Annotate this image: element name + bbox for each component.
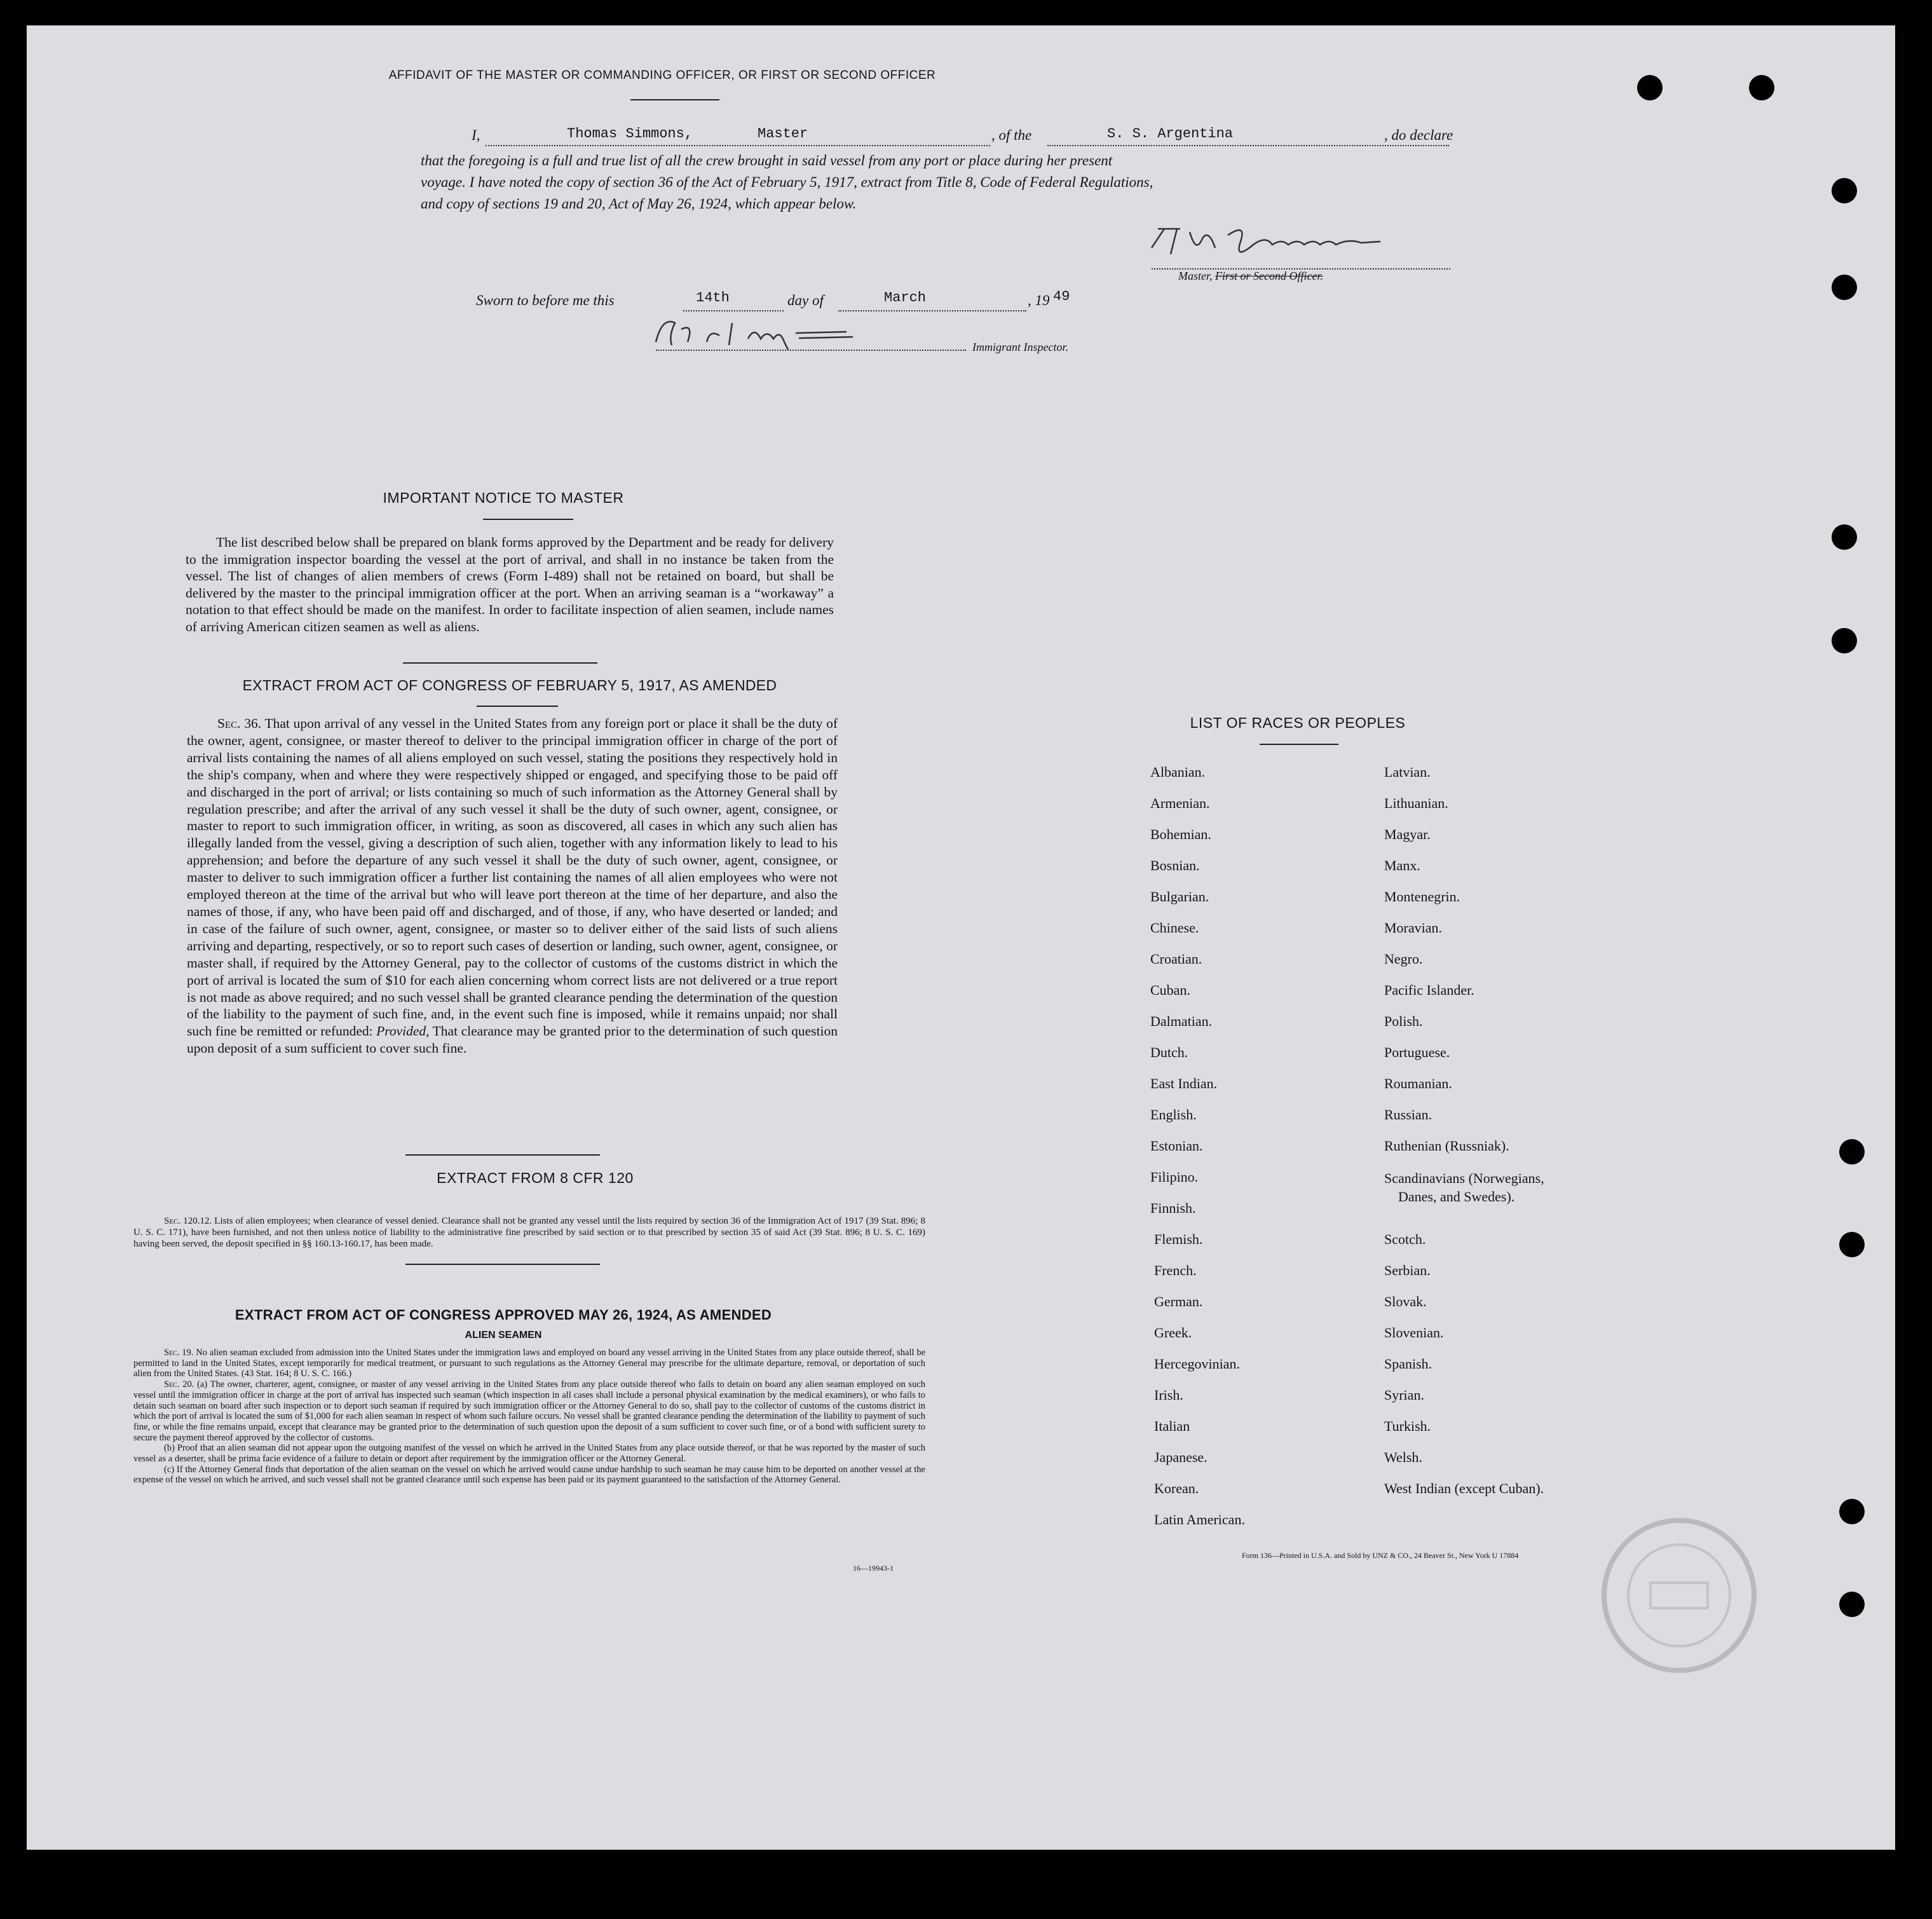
- punch-hole-icon: [1839, 1139, 1865, 1164]
- sec-36-text-after: That clearance may be granted prior to the determination of such question upon deposit of a sum sufficient to cover such fine.: [187, 1023, 838, 1056]
- sworn-month: March: [884, 290, 927, 306]
- divider: [630, 99, 719, 100]
- year-prefix: , 19: [1028, 292, 1050, 308]
- punch-hole-icon: [1832, 524, 1857, 550]
- divider: [483, 519, 573, 520]
- sworn-day: 14th: [696, 290, 730, 306]
- sec-36-label: Sec. 36.: [217, 716, 262, 731]
- race-item: English.: [1150, 1107, 1197, 1123]
- extract-1924-heading: EXTRACT FROM ACT OF CONGRESS APPROVED MAY 26, 1924, AS AMENDED: [235, 1307, 772, 1323]
- notice-text: [186, 534, 834, 635]
- race-item: Manx.: [1384, 857, 1420, 873]
- race-item: Serbian.: [1384, 1262, 1431, 1278]
- race-item: German.: [1154, 1294, 1203, 1309]
- divider: [1260, 744, 1338, 745]
- race-item: Turkish.: [1384, 1418, 1431, 1434]
- inspector-signature-text: [662, 324, 665, 325]
- sworn-label: Sworn to before me this: [476, 292, 615, 308]
- race-item: Korean.: [1154, 1480, 1199, 1496]
- race-item: Armenian.: [1150, 795, 1210, 811]
- form-footer: Form 136—Printed in U.S.A. and Sold by UNZ & CO., 24 Beaver St., New York U 17884: [1242, 1551, 1519, 1560]
- race-item: Negro.: [1384, 951, 1423, 967]
- vessel-name: S. S. Argentina: [1107, 126, 1234, 142]
- race-item: Russian.: [1384, 1107, 1432, 1123]
- race-item: Magyar.: [1384, 826, 1431, 842]
- race-item: Roumanian.: [1384, 1076, 1452, 1091]
- race-item: Hercegovinian.: [1154, 1356, 1240, 1372]
- form-code: 16—19943-1: [853, 1564, 894, 1573]
- race-item: Spanish.: [1384, 1356, 1432, 1372]
- master-name: Thomas Simmons,: [567, 126, 693, 142]
- race-item: French.: [1154, 1262, 1197, 1278]
- race-item: Japanese.: [1154, 1449, 1208, 1465]
- sec-19-label: Sec. 19.: [164, 1348, 194, 1358]
- extract-cfr-heading: EXTRACT FROM 8 CFR 120: [437, 1170, 634, 1186]
- race-item: Moravian.: [1384, 920, 1443, 936]
- race-item: West Indian (except Cuban).: [1384, 1480, 1544, 1496]
- race-item: Syrian.: [1384, 1387, 1424, 1403]
- sec-20b-text: (b) Proof that an alien seaman did not appear upon the outgoing manifest of the vessel on which he arrived in the United States from any place outside thereof, or that he was reported by the master of such vessel as a deserter, shall be prima facie evidence of a failure to detain or deport after requirement by the immigration officer or the Attorney General.: [133, 1443, 925, 1465]
- affidavit-declaration-line: [472, 127, 1488, 153]
- race-item: Polish.: [1384, 1013, 1423, 1029]
- inspector-label: Immigrant Inspector.: [972, 341, 1068, 353]
- punch-hole-icon: [1832, 628, 1857, 653]
- divider: [477, 706, 558, 707]
- races-heading: LIST OF RACES OR PEOPLES: [1190, 714, 1406, 731]
- race-item: Ruthenian (Russniak).: [1384, 1138, 1509, 1154]
- race-item: Portuguese.: [1384, 1044, 1450, 1060]
- affidavit-body-line: and copy of sections 19 and 20, Act of May 26, 1924, which appear below.: [421, 196, 857, 212]
- signer-caption-struck: First or Second Officer.: [1215, 270, 1323, 282]
- sec-20a-text: (a) The owner, charterer, agent, consignee, or master of any vessel arriving in the United States from any place outside thereof who fails to detain on board any alien seaman employed on such vessel until the immigration officer in charge at the port of arrival has inspected such seaman (which inspection in all cases shall include a personal physical examination by the medical examiners), or who fails to detain such seaman on board after such inspection or to deport such seaman if required by such immigration officer or the Attorney General to do so, shall pay to the collector of customs of the customs district in which the port of arrival is located the sum of $1,000 for each alien seaman in respect of whom such failure occurs. No vessel shall be granted clearance pending the determination of the liability to payment of such fine, or while the fine remains unpaid, except that clearance may be granted prior to the determination of such question upon the deposit of a sum sufficient to cover such fine, or of a bond with sufficient surety to secure the payment thereof approved by the collector of customs.: [133, 1379, 926, 1443]
- race-item: Latvian.: [1384, 764, 1431, 780]
- affidavit-body: [421, 150, 1488, 215]
- race-item: Pacific Islander.: [1384, 982, 1474, 998]
- race-item: Estonian.: [1150, 1138, 1203, 1154]
- race-item: Dutch.: [1150, 1044, 1188, 1060]
- day-of-label: day of: [787, 292, 824, 308]
- divider: [405, 1264, 600, 1265]
- race-item: Chinese.: [1150, 920, 1199, 936]
- scandinavians-line2: Danes, and Swedes).: [1398, 1189, 1515, 1205]
- notice-text-body: The list described below shall be prepared on blank forms approved by the Department and be ready for delivery to the immigration inspector boarding the vessel at the port of arrival, and shall in no instance be taken from the vessel. The list of changes of alien members of crews (Form I-489) shall not be retained on board, but shall be delivered by the master to the principal immigration officer at the port. When an arriving seaman is a “workaway” a notation to that effect should be made on the manifest. In order to facilitate inspection of alien seamen, include names of arriving American citizen seamen as well as aliens.: [186, 535, 834, 634]
- race-item: Welsh.: [1384, 1449, 1422, 1465]
- race-item: Lithuanian.: [1384, 795, 1448, 811]
- master-rank: Master: [758, 126, 808, 142]
- extract-1917-heading: EXTRACT FROM ACT OF CONGRESS OF FEBRUARY 5, 1917, AS AMENDED: [242, 677, 777, 693]
- punch-hole-icon: [1637, 75, 1663, 100]
- race-item: Bosnian.: [1150, 857, 1200, 873]
- punch-hole-icon: [1832, 275, 1857, 300]
- dotted-line: [1047, 145, 1449, 146]
- race-item: Bohemian.: [1150, 826, 1211, 842]
- extract-1924-text: [133, 1348, 925, 1485]
- notice-heading: IMPORTANT NOTICE TO MASTER: [383, 489, 624, 506]
- race-item: Slovenian.: [1384, 1325, 1444, 1341]
- race-item: Italian: [1154, 1418, 1190, 1434]
- race-item: Filipino.: [1150, 1169, 1199, 1185]
- dotted-line: [656, 350, 966, 351]
- divider: [403, 662, 597, 664]
- alien-seamen-subheading: ALIEN SEAMEN: [465, 1330, 542, 1341]
- race-item: Flemish.: [1154, 1231, 1203, 1247]
- affidavit-heading: AFFIDAVIT OF THE MASTER OR COMMANDING OFFICER, OR FIRST OR SECOND OFFICER: [388, 69, 936, 82]
- race-item: Bulgarian.: [1150, 889, 1209, 905]
- race-item: Montenegrin.: [1384, 889, 1460, 905]
- race-item: Slovak.: [1384, 1294, 1427, 1309]
- stamp-icon: [1596, 1513, 1762, 1681]
- race-item: East Indian.: [1150, 1076, 1218, 1091]
- sec-120-label: Sec. 120.12.: [164, 1216, 212, 1226]
- races-left-column: [1150, 764, 1245, 1543]
- year-suffix: 49: [1053, 289, 1070, 304]
- race-item: Irish.: [1154, 1387, 1183, 1403]
- extract-1917-text: [187, 715, 838, 1057]
- punch-hole-icon: [1749, 75, 1774, 100]
- race-item: Dalmatian.: [1150, 1013, 1213, 1029]
- affidavit-body-line: voyage. I have noted the copy of section 36 of the Act of February 5, 1917, extract from Title 8, Code of Federal Regulations,: [421, 174, 1153, 190]
- i-label: I,: [472, 127, 480, 143]
- punch-hole-icon: [1832, 178, 1857, 203]
- sec-20c-text: (c) If the Attorney General finds that deportation of the alien seaman on the vessel on which he arrived would cause undue hardship to such seaman he may cause him to be deported on another vessel at the expense of the vessel on which he arrived, and such vessel shall not be granted clearance until such expense has been paid or its payment guaranteed to the satisfaction of the Attorney General.: [133, 1464, 925, 1485]
- race-item: Latin American.: [1154, 1512, 1245, 1527]
- provided-label: Provided,: [376, 1023, 430, 1039]
- race-item: Albanian.: [1150, 764, 1206, 780]
- race-item-scandinavians: [1384, 1169, 1544, 1231]
- divider: [405, 1154, 600, 1156]
- sec-19-text: No alien seaman excluded from admission into the United States under the immigration laws and employed on board any vessel arriving in the United States from any place outside thereof, shall be permitted to land in the United States, except temporarily for medical treatment, or pursuant to such regulations as the Attorney General may prescribe for the ultimate departure, removal, or deportation of such alien from the United States. (43 Stat. 164; 8 U. S. C. 166.): [133, 1348, 926, 1379]
- punch-hole-icon: [1839, 1232, 1865, 1257]
- race-item: Croatian.: [1150, 951, 1202, 967]
- document-sheet: [27, 25, 1895, 1850]
- extract-cfr-text: [133, 1215, 925, 1250]
- race-item: Finnish.: [1150, 1200, 1196, 1216]
- punch-hole-icon: [1839, 1499, 1865, 1524]
- of-the-label: , of the: [991, 127, 1032, 143]
- race-item: Scotch.: [1384, 1231, 1426, 1247]
- dotted-line: [486, 145, 990, 146]
- do-declare-label: , do declare: [1384, 127, 1453, 143]
- affidavit-body-line: that the foregoing is a full and true list of all the crew brought in said vessel from any port or place during her present: [421, 153, 1113, 168]
- signer-caption: [1178, 270, 1323, 283]
- punch-hole-icon: [1839, 1592, 1865, 1617]
- races-right-column: [1384, 764, 1544, 1512]
- scandinavians-line1: Scandinavians (Norwegians,: [1384, 1170, 1544, 1186]
- sec-20-label: Sec. 20.: [164, 1379, 194, 1390]
- master-signature: [1145, 210, 1418, 270]
- race-item: Cuban.: [1150, 982, 1190, 998]
- sec-36-text: That upon arrival of any vessel in the United States from any foreign port or place it shall be the duty of the owner, agent, consignee, or master thereof to deliver to the principal immigration officer in charge of the port of arrival lists containing the names of all aliens employed on such vessel, stating the positions they respectively hold in the ship's company, when and where they were respectively shipped or engaged, and specifying those to be paid off and discharged in the port of arrival; or lists containing so much of such information as the Attorney General shall by regulation prescribe; and after the arrival of any such vessel it shall be the duty of such owner, agent, consignee, or master to report to such immigration officer, in writing, as soon as discovered, all cases in which any such alien has illegally landed from the vessel, giving a description of such alien, together with any information likely to lead to his apprehension; and before the departure of any such vessel it shall be the duty of such owner, agent, consignee, or master to deliver to such immigration officer a further list containing the names of all alien employees who were not employed thereon at the time of the arrival but who will leave port thereon at the time of her departure, and also the names of those, if any, who have been paid off and discharged, and of those, if any, who have deserted or landed; and in case of the failure of such owner, agent, consignee, or master so to deliver either of the said lists of such aliens arriving and departing, respectively, or so to report such cases of desertion or landing, such owner, agent, consignee, or master shall, if required by the Attorney General, pay to the collector of customs of the customs district in which the port of arrival is located the sum of $10 for each alien concerning whom correct lists are not delivered or a true report is not made as above required; and no such vessel shall be granted clearance pending the determination of the question of the liability to the payment of such fine, and, in the event such fine is imposed, while it remains unpaid; nor shall such fine be remitted or refunded:: [187, 716, 838, 1039]
- signer-caption-master: Master,: [1178, 270, 1213, 282]
- race-item: Greek.: [1154, 1325, 1192, 1341]
- sec-120-text: Lists of alien employees; when clearance of vessel denied. Clearance shall not be granted any vessel until the lists required by section 36 of the Immigration Act of 1917 (39 Stat. 896; 8 U. S. C. 171), have been furnished, and not then unless notice of liability to the administrative fine prescribed by said section or to that prescribed by section 35 of said Act (39 Stat. 896; 8 U. S. C. 169) having been served, the deposit specified in §§ 160.13-160.17, has been made.: [133, 1216, 925, 1249]
